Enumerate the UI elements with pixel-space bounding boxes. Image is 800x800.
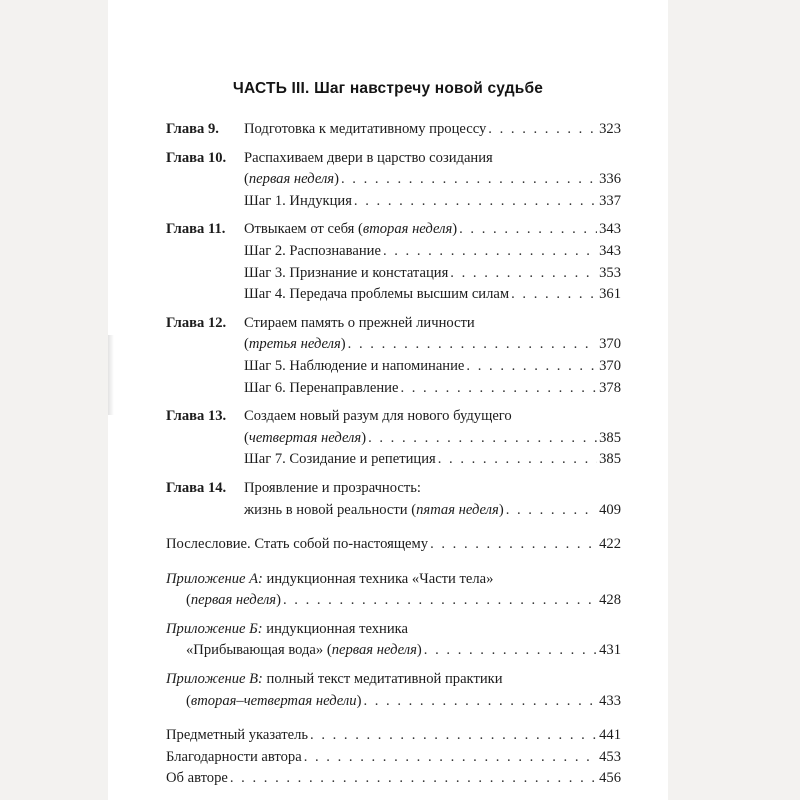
leader-dots [459,219,597,241]
entry-title: Об авторе [166,770,228,787]
leader-dots [283,590,597,612]
toc-entry-chapter-13-cont[interactable] [166,428,621,450]
toc-entry-step-2[interactable] [166,241,621,263]
page-number: 456 [599,770,621,787]
page-number: 336 [599,171,621,188]
appendix-subtitle: (вторая–четвертая недели) [186,692,362,709]
chapter-label: Глава 10. [166,149,227,166]
chapter-title: Создаем новый разум для нового будущего [244,408,512,425]
toc-entry-chapter-14-cont[interactable] [166,500,621,522]
page-number: 431 [599,642,621,659]
leader-dots [424,640,597,662]
toc-entry-step-4[interactable] [166,284,621,306]
toc-entry-appendix-b[interactable] [166,619,621,641]
toc-entry-step-6[interactable] [166,378,621,400]
toc-entry-chapter-10-cont[interactable] [166,169,621,191]
step-title: Шаг 5. Наблюдение и напоминание [244,357,465,374]
chapter-title: Стираем память о прежней личности [244,314,475,331]
toc-entry-chapter-10[interactable] [166,148,621,170]
chapter-label: Глава 11. [166,221,226,238]
chapter-label: Глава 9. [166,121,219,137]
leader-dots [506,500,597,522]
entry-title: Благодарности автора [166,748,302,765]
entry-title: Послесловие. Стать собой по-настоящему [166,536,429,553]
toc-entry-chapter-13[interactable] [166,406,621,428]
page-number: 323 [599,121,621,137]
toc-entry-chapter-12[interactable] [166,313,621,335]
appendix-title: Приложение В: полный текст медитативной практики [166,671,503,688]
chapter-subtitle: (третья неделя) [244,336,346,353]
leader-dots [383,241,597,263]
toc-entry-step-1[interactable] [166,191,621,213]
entry-title: Предметный указатель [166,727,309,744]
chapter-subtitle: жизнь в новой реальности (пятая неделя) [244,501,504,518]
toc-entry-chapter-14[interactable] [166,478,621,500]
page-number: 422 [599,536,621,553]
page-number: 433 [599,692,621,709]
chapter-subtitle: (четвертая неделя) [244,429,367,446]
toc-entry-chapter-12-cont[interactable] [166,334,621,356]
page-number: 343 [599,242,621,259]
toc-entry-appendix-c-cont[interactable] [166,691,621,713]
part-title: ЧАСТЬ III. Шаг навстречу новой судьбе [232,80,544,97]
page-number: 353 [599,264,621,281]
page-number: 441 [599,727,621,744]
chapter-subtitle: (первая неделя) [244,171,339,188]
toc-entry-chapter-11[interactable] [166,219,621,241]
leader-dots [450,263,597,285]
toc-entry-step-3[interactable] [166,263,621,285]
appendix-subtitle: «Прибывающая вода» (первая неделя) [186,642,422,659]
step-title: Шаг 1. Индукция [244,192,352,209]
step-title: Шаг 4. Передача проблемы высшим силам [244,286,510,303]
leader-dots [363,691,597,713]
page-number: 370 [599,336,621,353]
leader-dots [488,119,597,141]
leader-dots [341,169,597,191]
page-number: 409 [599,501,621,518]
leader-dots [430,534,597,556]
appendix-title: Приложение А: индукционная техника «Части тела» [166,570,494,587]
toc-entry-chapter-9[interactable] [166,119,621,141]
chapter-title: Подготовка к медитативному процессу [244,121,487,137]
leader-dots [511,284,597,306]
toc-entry-appendix-a[interactable] [166,569,621,591]
table-of-contents [166,119,621,790]
toc-entry-about-author[interactable] [166,768,621,790]
appendix-title: Приложение Б: индукционная техника [166,620,408,637]
toc-entry-acknowledgements[interactable] [166,747,621,769]
toc-entry-index[interactable] [166,725,621,747]
chapter-title: Проявление и прозрачность: [244,479,421,496]
page-number: 337 [599,192,621,209]
leader-dots [368,428,597,450]
step-title: Шаг 6. Перенаправление [244,379,399,396]
page-number: 370 [599,357,621,374]
toc-entry-step-5[interactable] [166,356,621,378]
page-number: 385 [599,451,621,468]
leader-dots [230,768,597,790]
leader-dots [310,725,597,747]
appendix-subtitle: (первая неделя) [186,592,281,609]
toc-entry-step-7[interactable] [166,449,621,471]
toc-entry-appendix-a-cont[interactable] [166,590,621,612]
leader-dots [354,191,597,213]
page-edge-shadow [108,335,114,415]
page-number: 361 [599,286,621,303]
toc-entry-appendix-b-cont[interactable] [166,640,621,662]
leader-dots [304,747,597,769]
step-title: Шаг 2. Распознавание [244,242,381,259]
chapter-title: Отвыкаем от себя (вторая неделя) [244,221,458,238]
leader-dots [400,378,597,400]
step-title: Шаг 7. Созидание и репетиция [244,451,436,468]
chapter-label: Глава 12. [166,314,227,331]
book-page [108,0,668,800]
page-number: 385 [599,429,621,446]
chapter-label: Глава 14. [166,479,227,496]
toc-entry-afterword[interactable] [166,534,621,556]
step-title: Шаг 3. Признание и констатация [244,264,449,281]
toc-entry-appendix-c[interactable] [166,669,621,691]
page-number: 378 [599,379,621,396]
leader-dots [438,449,597,471]
chapter-title: Распахиваем двери в царство созидания [244,149,493,166]
page-number: 428 [599,592,621,609]
leader-dots [348,334,597,356]
leader-dots [466,356,597,378]
chapter-label: Глава 13. [166,408,227,425]
page-number: 343 [599,221,621,238]
page-number: 453 [599,748,621,765]
